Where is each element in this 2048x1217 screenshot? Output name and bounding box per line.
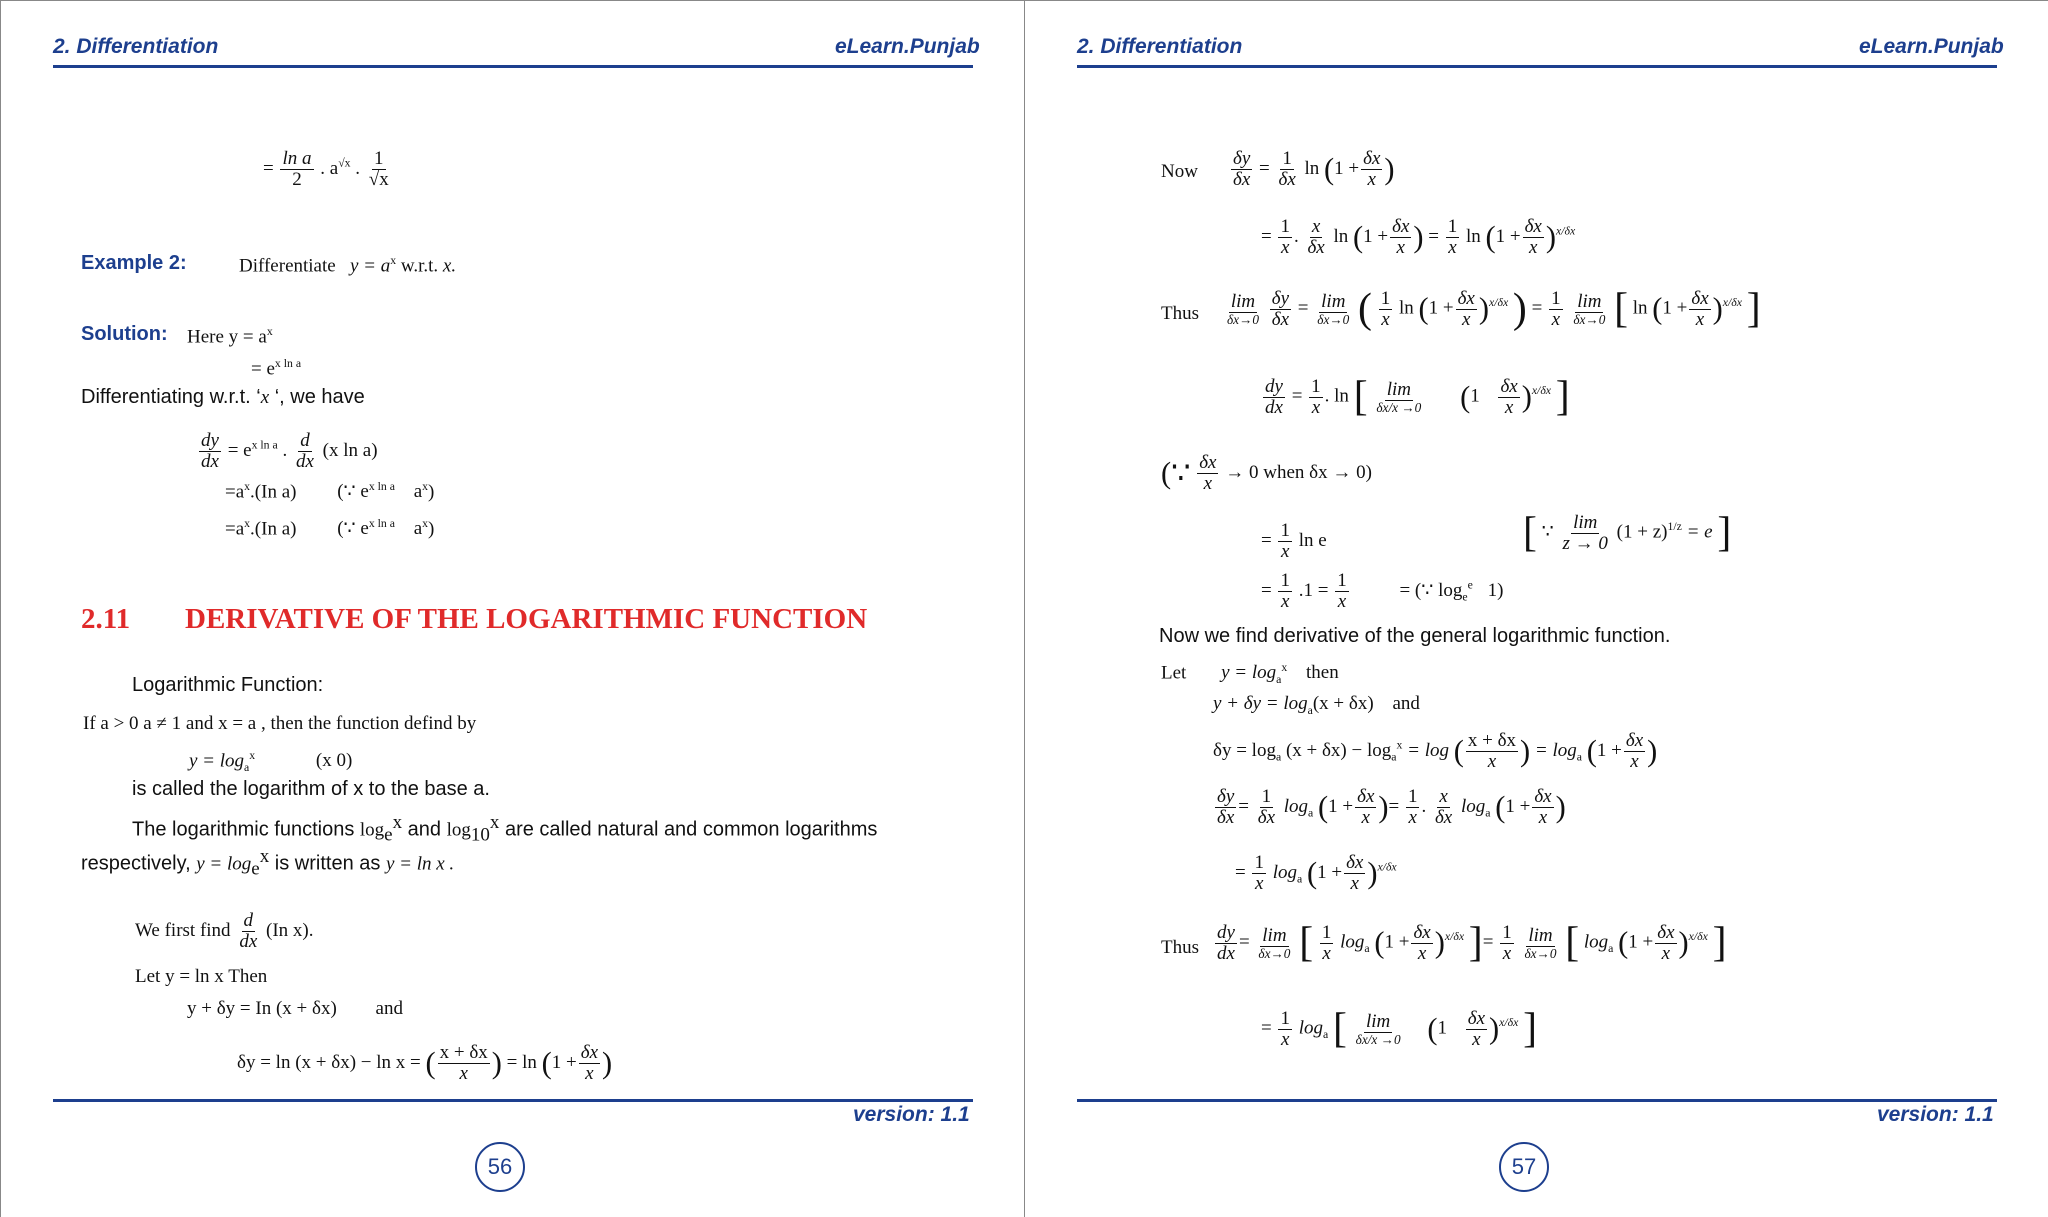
derivative-line-1: $\frac{dy}{dx}$ = $e^{x ln a}$ . $\frac{d}{dx}$ (x ln a) [201, 430, 378, 472]
solution-label: Solution: [81, 323, 168, 345]
y-delta-line: y + δy = In (x + δx) and [187, 998, 403, 1019]
because-line: (∵ $\frac{\delta x}{x}$ → 0 when δx → 0) [1161, 452, 1372, 494]
limit-e-box: [ ∵ $\frac{\lim}{z \to 0}$ $(1 + z)^{1/z} = e$ ] [1523, 510, 1732, 556]
solution-text: Here $y = a^x$ [187, 325, 273, 348]
first-find-line: We first find $\frac{d}{dx}$ (In x). [135, 910, 314, 952]
respectively-line: respectively, $y = \log_e^x$ is written as y = ln x . [81, 846, 455, 880]
derivative-line-2: $=a^x.(In$ a) (∵ $e^{x ln a}$ $a^x$) [225, 480, 435, 503]
thus-label: Thus [1161, 303, 1199, 324]
header-rule [53, 65, 973, 68]
chapter-header: 2. Differentiation [1077, 35, 1243, 58]
right-eq-1: $\frac{\delta y}{\delta x}$ = $\frac{1}{\delta x}$ ln (1 + $\frac{\delta x}{x}$ ) [1233, 148, 1395, 190]
right-eq-2: = $\frac{1}{x}$ . $\frac{x}{\delta x}$ ln (1 + $\frac{\delta x}{x}$ ) = $\frac{1}{x}$ ln (1 + $\frac{\delta x}{x}$ )$^{x/\delta x}$ [1261, 216, 1576, 258]
called-line: is called the logarithm of x to the base a. [132, 778, 490, 800]
delta-y-line: δy = ln (x + δx) − ln x = ( $\frac{x + \delta x}{x}$ ) = ln (1 + $\frac{\delta x}{x}$ ) [237, 1042, 613, 1084]
footer-rule [1077, 1099, 1997, 1102]
g-final-line: = $\frac{1}{x}$ $\log_a$ [ $\frac{\lim}{\delta x/x \to 0}$ (1 $\frac{\delta x}{x}$ )$^{x/\delta x}$ ] [1261, 1006, 1537, 1052]
let-y-log-line: Let $y = \log_a^x$ then [1161, 661, 1339, 687]
brand-header: eLearn.Punjab [1859, 35, 2004, 58]
example-text: Differentiate $y = a^x$ w.r.t. x. [239, 254, 457, 277]
right-final-line: = $\frac{1}{x}$ .1 = $\frac{1}{x}$ = (∵ $\log_e^e 1$) [1261, 570, 1504, 612]
version-label: version: 1.1 [853, 1103, 970, 1126]
natural-common-line: The logarithmic functions $\log_e^x$ and $\log_{10}^x$ are called natural and common logarithms [132, 812, 878, 846]
page-number: 57 [1499, 1142, 1549, 1192]
section-number: 2.11 [81, 603, 131, 635]
page-right [1024, 0, 2048, 1217]
header-rule [1077, 65, 1997, 68]
equation-line-1: = $\frac{\text{ln a}}{2}$ . $a^{√x}$ . $\frac{1}{√x}$ [263, 148, 389, 190]
chapter-header: 2. Differentiation [53, 35, 219, 58]
version-label: version: 1.1 [1877, 1103, 1994, 1126]
g3-line: $\frac{\delta y}{\delta x}$ = $\frac{1}{\delta x}$ $\log_a (1$ + $\frac{\delta x}{x}$ )= $\frac{1}{x}$ . $\frac{x}{\delta x}$ $\log_a (1$ + $\frac{\delta x}{x}$ ) [1217, 786, 1566, 828]
let-line: Let y = ln x Then [135, 966, 268, 987]
g4-line: = $\frac{1}{x}$ $\log_a (1$ + $\frac{\delta x}{x}$ )$^{x/\delta x}$ [1235, 852, 1397, 894]
thus-label-2: Thus [1161, 937, 1199, 958]
g2-line: $\delta y = \log_a (x + \delta x) - \log_a^x = \log$ ( $\frac{x + \delta x}{x}$ ) = $\log_a (1$ + $\frac{\delta x}{x}$ ) [1213, 730, 1658, 772]
section-title: DERIVATIVE OF THE LOGARITHMIC FUNCTION [185, 603, 868, 635]
g-limit-line: $\frac{dy}{dx}$ = $\frac{\lim}{\delta x\to 0}$ [ $\frac{1}{x}$ $\log_a (1$ + $\frac{\delta x}{x}$ )$^{x/\delta x}$ ]= $\frac{1}{x}$ $\frac{\lim}{\delta x\to 0}$ [ $\log_a (1$ + $\frac{\delta x}{x}$ )$^{x/\delta x}$ ] [1217, 920, 1727, 966]
brand-header: eLearn.Punjab [835, 35, 980, 58]
differentiating-text: Differentiating w.r.t. ‘x ‘, we have [81, 386, 365, 408]
if-line: If a > 0 a ≠ 1 and x = a , then the function defind by [83, 713, 477, 734]
g1-line: $y + \delta y = \log_a(x + \delta x)$ and [1213, 693, 1420, 717]
general-log-line: Now we find derivative of the general logarithmic function. [1159, 625, 1671, 647]
right-limit-2: $\frac{dy}{dx}$ = $\frac{1}{x}$ . ln [ $\frac{\lim}{\delta x/x \to 0}$ (1 $\frac{\delta x}{x}$ )$^{x/\delta x}$ ] [1265, 374, 1570, 420]
footer-rule [53, 1099, 973, 1102]
y-log-line: $y = \log_a^x (x$ 0) [189, 749, 353, 775]
logarithmic-function-heading: Logarithmic Function: [132, 674, 324, 696]
page-number: 56 [475, 1142, 525, 1192]
example-label: Example 2: [81, 252, 187, 274]
now-label: Now [1161, 161, 1198, 182]
right-limit-1: $\frac{\lim}{\delta x\to 0}$ $\frac{\delta y}{\delta x}$ = $\frac{\lim}{\delta x\to 0}$ ( $\frac{1}{x}$ ln (1 + $\frac{\delta x}{x}$ )$^{x/\delta x}$ ) = $\frac{1}{x}$ $\frac{\lim}{\delta x\to 0}$ [ ln (1 + $\frac{\delta x}{x}$ )$^{x/\delta x}$ ] [1227, 286, 1761, 332]
derivative-line-3: $=a^x.(In$ a) (∵ $e^{x ln a}$ $a^x$) [225, 517, 435, 540]
right-ln-e-line: = $\frac{1}{x}$ ln e [1261, 520, 1327, 562]
solution-line-2: = $e^{x ln a}$ [251, 357, 302, 380]
